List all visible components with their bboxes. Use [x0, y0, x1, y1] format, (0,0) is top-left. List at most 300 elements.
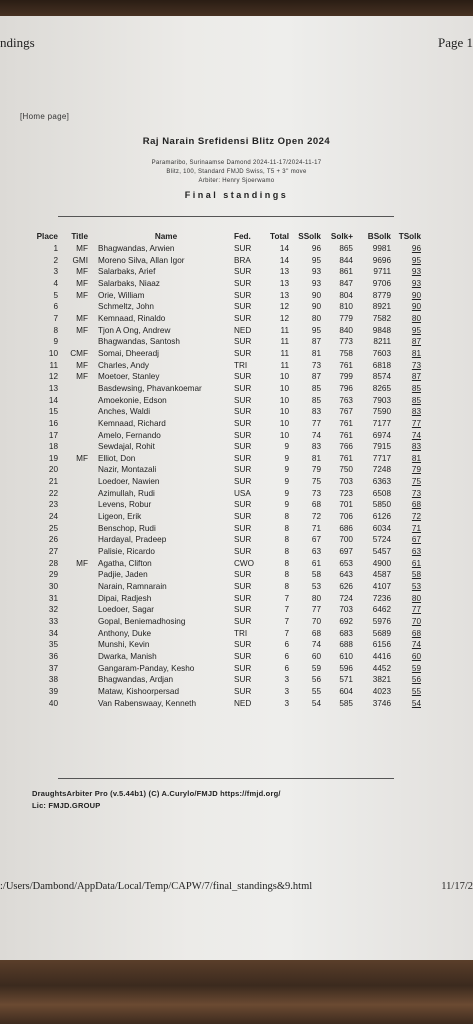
cell-federation: SUR — [234, 407, 252, 417]
cell-total: 10 — [279, 430, 289, 440]
cell-bsolk: 9711 — [373, 267, 391, 277]
cell-bsolk: 3821 — [372, 675, 391, 685]
cell-tsolk-value: 79 — [411, 465, 421, 475]
cell-place: 9 — [53, 337, 58, 347]
cell-title — [63, 569, 92, 581]
cell-tsolk — [391, 546, 421, 558]
cell-place: 36 — [48, 651, 58, 661]
cell-tsolk — [391, 534, 421, 546]
cell-tsolk-value: 93 — [411, 278, 421, 288]
table-row — [24, 476, 421, 488]
cell-total: 3 — [284, 698, 289, 708]
cell-place: 12 — [48, 372, 58, 382]
cell-ssolk: 83 — [311, 407, 321, 417]
cell-name: Azimullah, Rudi — [98, 488, 155, 498]
cell-solk-plus: 796 — [339, 383, 353, 393]
cell-tsolk — [391, 266, 421, 278]
cell-ssolk: 81 — [311, 348, 321, 358]
cell-tsolk-value: 54 — [411, 698, 421, 708]
cell-ssolk: 68 — [311, 500, 321, 510]
cell-tsolk — [391, 558, 421, 570]
cell-name: Charles, Andy — [98, 360, 149, 370]
cell-bsolk: 5689 — [372, 628, 391, 638]
table-row — [24, 441, 421, 453]
cell-title — [63, 430, 92, 442]
cell-place: 29 — [48, 570, 58, 580]
cell-ssolk: 93 — [311, 278, 321, 288]
cell-title: MF — [76, 558, 88, 568]
table-row — [24, 698, 421, 710]
cell-bsolk: 4107 — [372, 582, 391, 592]
table-row — [24, 266, 421, 278]
cell-title — [63, 546, 92, 558]
cell-total: 8 — [284, 558, 289, 568]
cell-tsolk — [391, 255, 421, 267]
cell-title — [63, 301, 92, 313]
cell-federation: BRA — [234, 255, 251, 265]
table-row — [24, 418, 421, 430]
cell-federation: SUR — [234, 617, 252, 626]
cell-tsolk-value: 95 — [411, 325, 421, 335]
cell-tsolk-value: 96 — [411, 244, 421, 253]
cell-place: 38 — [48, 675, 58, 685]
cell-place: 30 — [48, 582, 58, 592]
cell-name: Narain, Ramnarain — [98, 582, 167, 592]
cell-tsolk-value: 74 — [411, 430, 421, 440]
cell-federation: SUR — [234, 582, 252, 592]
table-row — [24, 686, 421, 698]
cell-title: MF — [76, 372, 88, 382]
table-row — [24, 523, 421, 535]
cell-tsolk — [391, 616, 421, 628]
cell-title — [63, 639, 92, 651]
cell-place: 2 — [53, 255, 58, 265]
cell-solk-plus: 847 — [339, 278, 353, 288]
cell-bsolk: 9981 — [372, 244, 391, 253]
divider-top — [58, 216, 394, 217]
cell-solk-plus: 723 — [339, 488, 353, 498]
cell-bsolk: 8211 — [373, 337, 391, 347]
table-row — [24, 546, 421, 558]
cell-bsolk: 7717 — [372, 453, 391, 463]
license-line: Lic: FMJD.GROUP — [32, 801, 101, 810]
cell-place: 6 — [53, 302, 58, 312]
table-row — [24, 534, 421, 546]
cell-place: 25 — [48, 523, 58, 533]
cell-federation: SUR — [234, 430, 252, 440]
cell-total: 8 — [284, 582, 289, 592]
cell-bsolk: 6508 — [372, 488, 391, 498]
cell-federation: SUR — [234, 547, 252, 557]
cell-solk-plus: 697 — [339, 547, 353, 557]
col-fed: Fed. — [234, 231, 251, 241]
table-row — [24, 360, 421, 372]
cell-bsolk: 4023 — [372, 686, 391, 696]
cell-name: Palisie, Ricardo — [98, 547, 155, 557]
cell-federation: SUR — [234, 395, 252, 405]
table-row — [24, 453, 421, 465]
cell-place: 20 — [48, 465, 58, 475]
cell-tsolk — [391, 686, 421, 698]
cell-total: 11 — [280, 360, 289, 370]
cell-total: 10 — [279, 395, 289, 405]
cell-tsolk-value: 68 — [411, 628, 421, 638]
cell-name: Amoekonie, Edson — [98, 395, 167, 405]
cell-title — [63, 686, 92, 698]
cell-total: 11 — [280, 337, 289, 347]
cell-solk-plus: 585 — [339, 698, 353, 708]
cell-tsolk-value: 63 — [411, 547, 421, 557]
cell-bsolk: 5976 — [372, 617, 391, 626]
cell-federation: SUR — [234, 418, 252, 428]
cell-place: 14 — [48, 395, 58, 405]
cell-place: 22 — [48, 488, 58, 498]
cell-title — [63, 511, 92, 523]
cell-solk-plus: 700 — [339, 535, 353, 545]
cell-place: 26 — [48, 535, 58, 545]
cell-title — [63, 581, 92, 593]
col-bsolk: BSolk — [367, 231, 391, 241]
cell-bsolk: 6363 — [372, 477, 391, 487]
cell-place: 21 — [48, 477, 58, 487]
cell-solk-plus: 761 — [339, 430, 353, 440]
cell-bsolk: 4900 — [372, 558, 391, 568]
cell-ssolk: 87 — [311, 337, 321, 347]
cell-title — [63, 674, 92, 686]
cell-ssolk: 74 — [311, 640, 321, 650]
cell-total: 9 — [284, 500, 289, 510]
cell-bsolk: 7590 — [372, 407, 391, 417]
cell-place: 32 — [48, 605, 58, 615]
cell-tsolk-value: 83 — [411, 442, 421, 452]
cell-solk-plus: 604 — [339, 686, 353, 696]
cell-total: 10 — [279, 407, 289, 417]
cell-name: Benschop, Rudi — [98, 523, 156, 533]
cell-solk-plus: 610 — [339, 651, 353, 661]
cell-title — [63, 499, 92, 511]
cell-tsolk — [391, 569, 421, 581]
subtitle-format: Blitz, 100, Standard FMJD Swiss, T5 + 3'' move — [166, 169, 307, 175]
home-page-link[interactable]: [Home page] — [20, 112, 70, 121]
cell-bsolk: 7903 — [372, 395, 391, 405]
cell-name: Sewdajal, Rohit — [98, 442, 155, 452]
cell-solk-plus: 703 — [339, 605, 353, 615]
cell-place: 11 — [49, 360, 58, 370]
table-row — [24, 604, 421, 616]
cell-title: CMF — [70, 348, 88, 358]
cell-federation: SUR — [234, 337, 252, 347]
cell-name: Gangaram-Panday, Kesho — [98, 663, 195, 673]
cell-solk-plus: 773 — [339, 337, 353, 347]
cell-bsolk: 5457 — [372, 547, 391, 557]
cell-solk-plus: 804 — [339, 290, 353, 300]
cell-total: 7 — [284, 628, 289, 638]
cell-tsolk — [391, 336, 421, 348]
cell-ssolk: 54 — [311, 698, 321, 708]
table-row — [24, 674, 421, 686]
subtitle-location: Paramaribo, Surinaamse Damond 2024-11-17/2024-11-17 — [151, 160, 322, 166]
table-row — [24, 558, 421, 570]
cell-tsolk-value: 75 — [411, 477, 421, 487]
cell-tsolk-value: 67 — [411, 535, 421, 545]
table-row — [24, 348, 421, 360]
cell-ssolk: 63 — [311, 547, 321, 557]
cell-title: GMI — [72, 255, 88, 265]
cell-federation: SUR — [234, 663, 252, 673]
cell-name: Tjon A Ong, Andrew — [98, 325, 171, 335]
cell-ssolk: 59 — [311, 663, 321, 673]
cell-bsolk: 9696 — [372, 255, 391, 265]
cell-total: 13 — [279, 290, 289, 300]
cell-federation: SUR — [234, 348, 252, 358]
cell-title — [63, 604, 92, 616]
cell-tsolk — [391, 604, 421, 616]
cell-federation: SUR — [234, 313, 252, 323]
col-place: Place — [36, 231, 58, 241]
cell-federation: SUR — [234, 383, 252, 393]
cell-total: 10 — [279, 418, 289, 428]
cell-place: 8 — [53, 325, 58, 335]
cell-federation: SUR — [234, 278, 252, 288]
cell-tsolk-value: 81 — [411, 348, 421, 358]
cell-total: 7 — [284, 593, 289, 603]
cell-name: Kemnaad, Richard — [98, 418, 166, 428]
table-row — [24, 255, 421, 267]
cell-tsolk — [391, 395, 421, 407]
cell-ssolk: 77 — [311, 605, 321, 615]
cell-name: Amelo, Fernando — [98, 430, 161, 440]
cell-tsolk-value: 68 — [411, 500, 421, 510]
cell-bsolk: 4452 — [372, 663, 391, 673]
cell-ssolk: 81 — [311, 453, 321, 463]
cell-bsolk: 4416 — [372, 651, 391, 661]
cell-name: Moreno Silva, Allan Igor — [98, 255, 185, 265]
cell-total: 10 — [279, 372, 289, 382]
cell-solk-plus: 779 — [339, 313, 353, 323]
cell-title — [63, 593, 92, 605]
cell-title — [63, 698, 92, 710]
cell-title: MF — [76, 244, 88, 253]
cell-total: 9 — [284, 453, 289, 463]
table-row — [24, 569, 421, 581]
cell-title — [63, 523, 92, 535]
cell-tsolk-value: 77 — [411, 605, 421, 615]
cell-federation: SUR — [234, 244, 252, 253]
cell-ssolk: 96 — [311, 244, 321, 253]
cell-total: 6 — [284, 651, 289, 661]
cell-tsolk — [391, 511, 421, 523]
tournament-title: Raj Narain Srefidensi Blitz Open 2024 — [142, 136, 331, 147]
cell-solk-plus: 653 — [339, 558, 353, 568]
cell-place: 24 — [48, 512, 58, 522]
table-row — [24, 325, 421, 337]
cell-solk-plus: 692 — [339, 617, 353, 626]
cell-bsolk: 8574 — [372, 372, 391, 382]
cell-federation: SUR — [234, 477, 252, 487]
cell-title: MF — [76, 313, 88, 323]
cell-tsolk — [391, 464, 421, 476]
col-title: Title — [71, 231, 88, 241]
cell-tsolk — [391, 360, 421, 372]
cell-total: 9 — [284, 477, 289, 487]
cell-tsolk — [391, 476, 421, 488]
cell-solk-plus: 844 — [339, 255, 353, 265]
cell-name: Moetoer, Stanley — [98, 372, 160, 382]
cell-name: Hardayal, Pradeep — [98, 535, 167, 545]
cell-bsolk: 4587 — [372, 570, 391, 580]
cell-solk-plus: 861 — [339, 267, 353, 277]
cell-tsolk — [391, 243, 421, 255]
cell-ssolk: 77 — [311, 418, 321, 428]
print-footer-path: :/Users/Dambond/AppData/Local/Temp/CAPW/7/final_standings&9.html — [0, 881, 313, 892]
cell-bsolk: 8921 — [372, 302, 391, 312]
table-header-row — [24, 230, 421, 243]
cell-name: Gopal, Beniemadhosing — [98, 617, 186, 626]
cell-title — [63, 395, 92, 407]
cell-name: Ligeon, Erik — [98, 512, 142, 522]
cell-federation: SUR — [234, 453, 252, 463]
cell-ssolk: 61 — [311, 558, 321, 568]
cell-tsolk — [391, 383, 421, 395]
cell-total: 9 — [284, 488, 289, 498]
cell-title: MF — [76, 290, 88, 300]
cell-title — [63, 383, 92, 395]
cell-ssolk: 72 — [311, 512, 321, 522]
cell-total: 12 — [279, 302, 289, 312]
cell-federation: TRI — [234, 628, 248, 638]
cell-federation: SUR — [234, 570, 252, 580]
cell-title — [63, 418, 92, 430]
cell-total: 8 — [284, 535, 289, 545]
cell-tsolk-value: 90 — [411, 290, 421, 300]
cell-solk-plus: 701 — [339, 500, 353, 510]
cell-total: 9 — [284, 465, 289, 475]
cell-ssolk: 70 — [311, 617, 321, 626]
table-row — [24, 383, 421, 395]
cell-place: 1 — [53, 244, 58, 253]
table-row — [24, 395, 421, 407]
cell-tsolk-value: 56 — [411, 675, 421, 685]
cell-bsolk: 6462 — [372, 605, 391, 615]
cell-tsolk-value: 55 — [411, 686, 421, 696]
cell-total: 6 — [284, 663, 289, 673]
cell-name: Anches, Waldi — [98, 407, 151, 417]
cell-place: 3 — [53, 267, 58, 277]
cell-ssolk: 58 — [311, 570, 321, 580]
cell-federation: NED — [234, 698, 252, 708]
cell-solk-plus: 761 — [339, 418, 353, 428]
table-row — [24, 278, 421, 290]
cell-bsolk: 8265 — [372, 383, 391, 393]
cell-place: 39 — [48, 686, 58, 696]
cell-ssolk: 73 — [311, 488, 321, 498]
table-row — [24, 511, 421, 523]
cell-name: Orie, William — [98, 290, 145, 300]
cell-tsolk — [391, 499, 421, 511]
cell-total: 6 — [284, 640, 289, 650]
col-total: Total — [270, 231, 289, 241]
cell-total: 3 — [284, 686, 289, 696]
cell-place: 34 — [48, 628, 58, 638]
cell-ssolk: 74 — [311, 430, 321, 440]
cell-federation: SUR — [234, 675, 252, 685]
cell-title: MF — [76, 267, 88, 277]
cell-ssolk: 90 — [311, 302, 321, 312]
cell-place: 13 — [48, 383, 58, 393]
cell-solk-plus: 703 — [339, 477, 353, 487]
cell-bsolk: 7582 — [372, 313, 391, 323]
cell-federation: SUR — [234, 523, 252, 533]
table-row — [24, 663, 421, 675]
cell-title — [63, 464, 92, 476]
col-tsolk: TSolk — [398, 231, 421, 241]
cell-name: Schmeltz, John — [98, 302, 154, 312]
table-row — [24, 639, 421, 651]
cell-place: 16 — [48, 418, 58, 428]
cell-total: 14 — [279, 255, 289, 265]
cell-tsolk-value: 80 — [411, 313, 421, 323]
cell-tsolk-value: 81 — [411, 453, 421, 463]
cell-bsolk: 6974 — [372, 430, 391, 440]
cell-tsolk — [391, 674, 421, 686]
cell-ssolk: 87 — [311, 372, 321, 382]
table-surface-bottom — [0, 960, 473, 1024]
cell-total: 12 — [279, 313, 289, 323]
cell-tsolk — [391, 325, 421, 337]
cell-name: Loedoer, Nawien — [98, 477, 160, 487]
cell-place: 17 — [48, 430, 58, 440]
cell-name: Anthony, Duke — [98, 628, 152, 638]
cell-ssolk: 56 — [311, 675, 321, 685]
cell-total: 3 — [284, 675, 289, 685]
cell-tsolk-value: 71 — [411, 523, 421, 533]
cell-tsolk-value: 93 — [411, 267, 421, 277]
cell-name: Bhagwandas, Ardjan — [98, 675, 174, 685]
cell-title — [63, 651, 92, 663]
table-row — [24, 243, 421, 255]
cell-bsolk: 5850 — [372, 500, 391, 510]
cell-place: 7 — [53, 313, 58, 323]
cell-title — [63, 663, 92, 675]
cell-total: 10 — [279, 383, 289, 393]
print-footer-date: 11/17/2 — [441, 881, 473, 892]
cell-tsolk-value: 85 — [411, 395, 421, 405]
cell-name: Levens, Robur — [98, 500, 152, 510]
cell-federation: SUR — [234, 465, 252, 475]
cell-federation: USA — [234, 488, 251, 498]
cell-ssolk: 53 — [311, 582, 321, 592]
cell-solk-plus: 706 — [339, 512, 353, 522]
cell-title: MF — [76, 360, 88, 370]
cell-name: Bhagwandas, Arwien — [98, 244, 175, 253]
cell-total: 8 — [284, 547, 289, 557]
cell-tsolk — [391, 639, 421, 651]
table-row — [24, 488, 421, 500]
cell-tsolk-value: 53 — [411, 582, 421, 592]
table-row — [24, 499, 421, 511]
cell-federation: SUR — [234, 535, 252, 545]
cell-solk-plus: 626 — [339, 582, 353, 592]
cell-tsolk-value: 73 — [411, 360, 421, 370]
table-row — [24, 406, 421, 418]
cell-ssolk: 95 — [311, 255, 321, 265]
cell-place: 33 — [48, 617, 58, 626]
cell-solk-plus: 683 — [339, 628, 353, 638]
cell-title — [63, 534, 92, 546]
cell-name: Padjie, Jaden — [98, 570, 148, 580]
cell-ssolk: 93 — [311, 267, 321, 277]
divider-bottom — [58, 778, 394, 779]
